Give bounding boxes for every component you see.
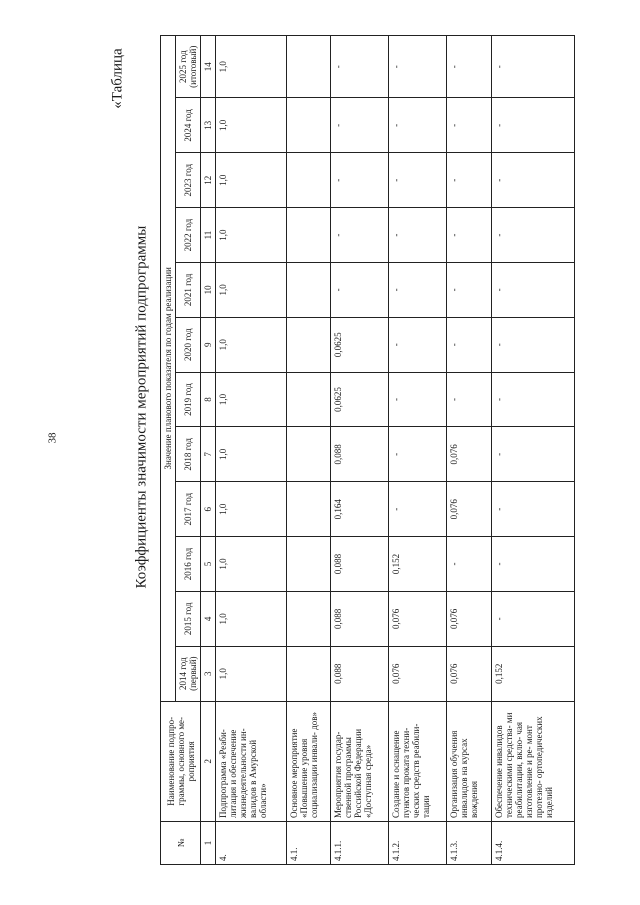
value-cell xyxy=(286,427,331,482)
table-label: «Таблица xyxy=(109,48,126,109)
header-year: 2023 год xyxy=(176,153,201,208)
table-row xyxy=(331,36,389,865)
value-cell: - xyxy=(389,427,447,482)
index-cell: 13 xyxy=(201,98,216,153)
row-number: 4.1.2. xyxy=(389,822,447,865)
table-body xyxy=(216,36,575,865)
value-cell: - xyxy=(389,482,447,537)
header-year: 2024 год xyxy=(176,98,201,153)
value-cell xyxy=(286,36,331,98)
value-cell: - xyxy=(389,317,447,372)
value-cell: - xyxy=(491,208,574,263)
value-cell: - xyxy=(446,537,491,592)
value-cell: - xyxy=(331,208,389,263)
value-cell: 0,152 xyxy=(491,646,574,701)
value-cell: - xyxy=(389,153,447,208)
value-cell: - xyxy=(389,98,447,153)
value-cell: - xyxy=(446,262,491,317)
value-cell: 0,076 xyxy=(389,646,447,701)
value-cell: - xyxy=(491,537,574,592)
value-cell: 0,076 xyxy=(389,591,447,646)
value-cell: 0,152 xyxy=(389,537,447,592)
table-row xyxy=(491,36,574,865)
header-no: № xyxy=(161,822,201,865)
index-cell: 9 xyxy=(201,317,216,372)
rotated-table-wrapper xyxy=(160,35,575,865)
value-cell: 0,0625 xyxy=(331,317,389,372)
row-number: 4.1. xyxy=(286,822,331,865)
value-cell xyxy=(286,591,331,646)
value-cell: - xyxy=(446,317,491,372)
value-cell: 0,076 xyxy=(446,427,491,482)
row-name: Подпрограмма «Реаби- литация и обеспечение жизнедеятельности ин- валидов в Амурской области» xyxy=(216,701,287,821)
value-cell: 0,164 xyxy=(331,482,389,537)
header-name: Наименование подпро- граммы, основного ме- роприятия xyxy=(161,701,201,821)
row-name: Основное мероприятие «Повышение уровня социализации инвали- дов» xyxy=(286,701,331,821)
row-number: 4. xyxy=(216,822,287,865)
value-cell: - xyxy=(491,98,574,153)
value-cell: - xyxy=(331,153,389,208)
page-title: Коэффициенты значимости мероприятий подпрограммы xyxy=(133,225,150,589)
value-cell xyxy=(286,153,331,208)
value-cell: - xyxy=(389,372,447,427)
value-cell xyxy=(286,317,331,372)
header-year: 2020 год xyxy=(176,317,201,372)
value-cell: - xyxy=(446,372,491,427)
header-year: 2016 год xyxy=(176,537,201,592)
index-cell: 3 xyxy=(201,646,216,701)
value-cell: 0,076 xyxy=(446,646,491,701)
value-cell: 0,076 xyxy=(446,482,491,537)
value-cell: - xyxy=(446,98,491,153)
table-row xyxy=(446,36,491,865)
value-cell xyxy=(286,537,331,592)
value-cell xyxy=(286,98,331,153)
value-cell: 1,0 xyxy=(216,36,287,98)
header-year: 2022 год xyxy=(176,208,201,263)
value-cell xyxy=(286,482,331,537)
value-cell: - xyxy=(389,208,447,263)
value-cell: 1,0 xyxy=(216,591,287,646)
header-year: 2025 год (итоговый) xyxy=(176,36,201,98)
value-cell: - xyxy=(491,36,574,98)
index-cell: 8 xyxy=(201,372,216,427)
table-row xyxy=(389,36,447,865)
coefficients-table xyxy=(160,35,575,865)
index-cell: 11 xyxy=(201,208,216,263)
table-row xyxy=(216,36,287,865)
row-name: Создание и оснащение пунктов проката техни- ческих средств реабили- тации xyxy=(389,701,447,821)
page-number: 38 xyxy=(46,432,59,444)
value-cell: 1,0 xyxy=(216,482,287,537)
value-cell: 0,088 xyxy=(331,427,389,482)
value-cell xyxy=(286,208,331,263)
header-year: 2018 год xyxy=(176,427,201,482)
index-cell: 5 xyxy=(201,537,216,592)
value-cell: 1,0 xyxy=(216,208,287,263)
value-cell: - xyxy=(491,427,574,482)
index-cell: 1 xyxy=(201,822,216,865)
index-cell: 4 xyxy=(201,591,216,646)
header-year: 2019 год xyxy=(176,372,201,427)
row-name: Организация обучения инвалидов на курсах вождения xyxy=(446,701,491,821)
value-cell: 1,0 xyxy=(216,537,287,592)
index-cell: 12 xyxy=(201,153,216,208)
value-cell: - xyxy=(491,482,574,537)
header-year: 2021 год xyxy=(176,262,201,317)
value-cell: 1,0 xyxy=(216,372,287,427)
header-year: 2015 год xyxy=(176,591,201,646)
value-cell: - xyxy=(491,317,574,372)
value-cell xyxy=(286,646,331,701)
value-cell: 0,076 xyxy=(446,591,491,646)
value-cell: - xyxy=(491,153,574,208)
value-cell: 0,088 xyxy=(331,537,389,592)
value-cell: 0,0625 xyxy=(331,372,389,427)
header-year: 2017 год xyxy=(176,482,201,537)
value-cell: - xyxy=(446,153,491,208)
header-year: 2014 год (первый) xyxy=(176,646,201,701)
value-cell xyxy=(286,372,331,427)
value-cell: - xyxy=(331,98,389,153)
header-row-index xyxy=(201,36,216,865)
value-cell: - xyxy=(491,372,574,427)
value-cell: 1,0 xyxy=(216,317,287,372)
value-cell: 1,0 xyxy=(216,646,287,701)
header-row-group xyxy=(161,36,176,865)
index-cell: 7 xyxy=(201,427,216,482)
table-row xyxy=(286,36,331,865)
value-cell: 1,0 xyxy=(216,262,287,317)
row-number: 4.1.1. xyxy=(331,822,389,865)
value-cell xyxy=(286,262,331,317)
value-cell: 0,088 xyxy=(331,646,389,701)
index-cell: 6 xyxy=(201,482,216,537)
value-cell: 0,088 xyxy=(331,591,389,646)
index-cell: 14 xyxy=(201,36,216,98)
value-cell: - xyxy=(389,36,447,98)
row-number: 4.1.3. xyxy=(446,822,491,865)
value-cell: 1,0 xyxy=(216,98,287,153)
index-cell: 2 xyxy=(201,701,216,821)
header-group: Значение планового показателя по годам реализации xyxy=(161,36,176,702)
row-name: Мероприятия государ- ственной программы Российской Федерации «Доступная среда» xyxy=(331,701,389,821)
row-number: 4.1.4. xyxy=(491,822,574,865)
index-cell: 10 xyxy=(201,262,216,317)
value-cell: - xyxy=(446,208,491,263)
value-cell: - xyxy=(331,262,389,317)
value-cell: - xyxy=(331,36,389,98)
value-cell: - xyxy=(446,36,491,98)
value-cell: 1,0 xyxy=(216,153,287,208)
row-name: Обеспечение инвалидов техническими средства- ми реабилитации, вклю- чая изготовление и ре- монт протезно- ортопедических изделий xyxy=(491,701,574,821)
value-cell: 1,0 xyxy=(216,427,287,482)
value-cell: - xyxy=(389,262,447,317)
value-cell: - xyxy=(491,591,574,646)
value-cell: - xyxy=(491,262,574,317)
